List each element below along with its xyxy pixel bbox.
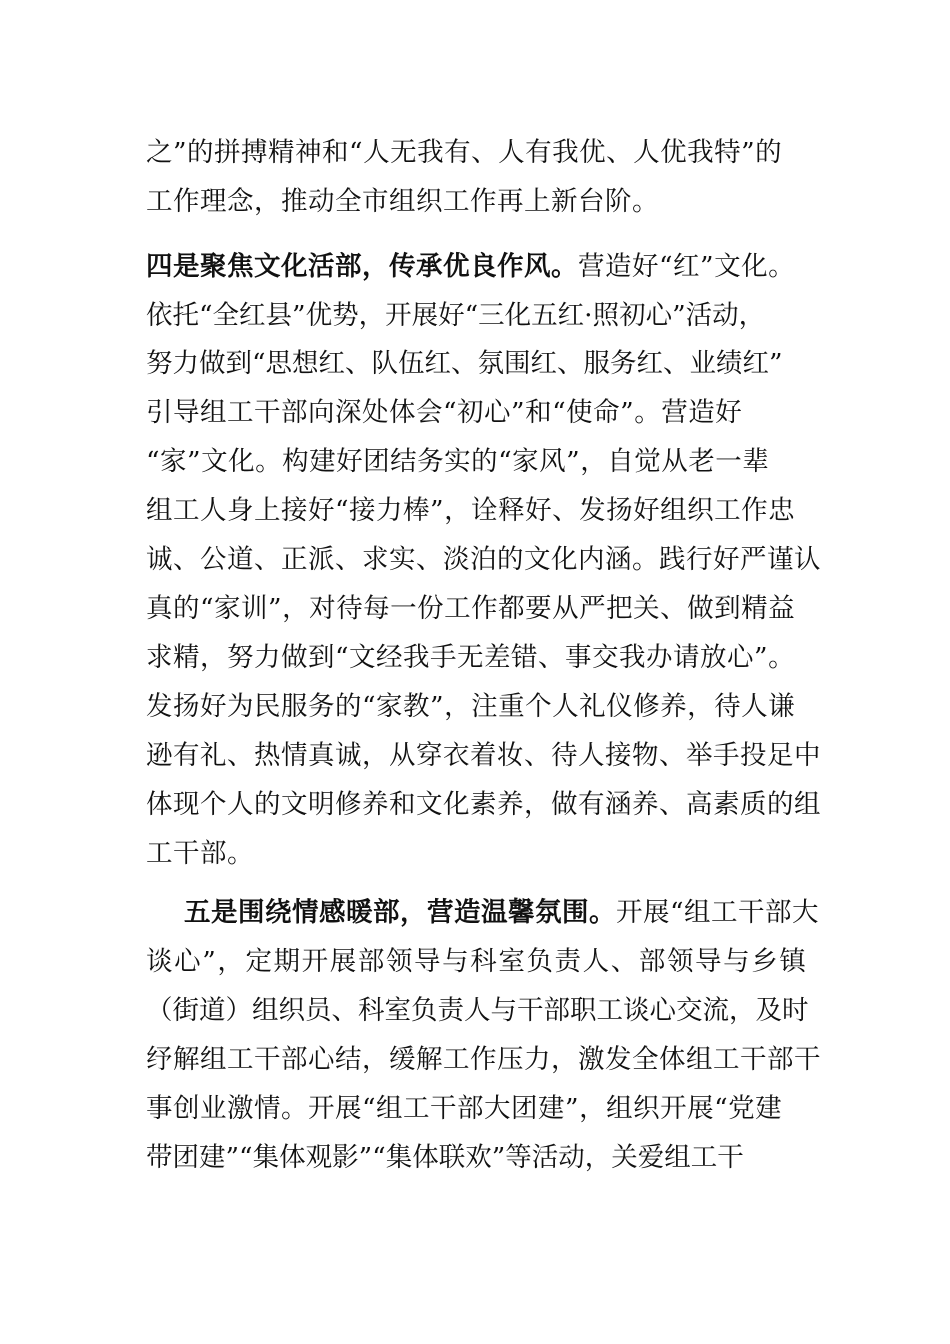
text-line <box>146 994 836 1028</box>
line-text: 事创业激情。开展“组工干部大团建”，组织开展“党建 <box>146 1093 783 1124</box>
text-line <box>146 690 836 724</box>
line-text: 组工人身上接好“接力棒”，诠释好、发扬好组织工作忠 <box>146 495 796 526</box>
text-line <box>146 592 836 626</box>
line-text: 诚、公道、正派、求实、淡泊的文化内涵。践行好严谨认 <box>146 544 821 575</box>
line-text: （街道）组织员、科室负责人与干部职工谈心交流，及时 <box>146 995 809 1026</box>
line-text: 体现个人的文明修养和文化素养，做有涵养、高素质的组 <box>146 789 821 820</box>
text-line <box>146 445 836 479</box>
text-line <box>146 788 836 822</box>
line-text: 带团建”“集体观影”“集体联欢”等活动，关爱组工干 <box>146 1142 744 1173</box>
text-line <box>146 494 836 528</box>
text-line <box>146 185 836 219</box>
line-text: “家”文化。构建好团结务实的“家风”，自觉从老一辈 <box>146 446 770 477</box>
line-text: 谈心”，定期开展部领导与科室负责人、部领导与乡镇 <box>146 946 808 977</box>
line-text: 之”的拼搏精神和“人无我有、人有我优、人优我特”的 <box>146 137 783 168</box>
text-line <box>146 299 836 333</box>
line-text: 逊有礼、热情真诚，从穿衣着妆、待人接物、举手投足中 <box>146 740 821 771</box>
line-text: 真的“家训”，对待每一份工作都要从严把关、做到精益 <box>146 593 796 624</box>
text-line <box>146 543 836 577</box>
text-line <box>146 1043 836 1077</box>
line-text: 依托“全红县”优势，开展好“三化五红·照初心”活动， <box>146 300 766 331</box>
line-text: 努力做到“思想红、队伍红、氛围红、服务红、业绩红” <box>146 348 783 379</box>
text-line <box>146 1092 836 1126</box>
text-line <box>146 739 836 773</box>
text-line <box>146 1141 836 1175</box>
line-text: 纾解组工干部心结，缓解工作压力，激发全体组工干部干 <box>146 1044 821 1075</box>
text-line <box>146 945 836 979</box>
text-line <box>146 347 836 381</box>
line-text: 营造好“红”文化。 <box>578 251 796 282</box>
line-text: 工干部。 <box>146 838 254 869</box>
line-text: 开展“组工干部大 <box>616 897 820 928</box>
text-line <box>146 396 836 430</box>
line-text: 求精，努力做到“文经我手无差错、事交我办请放心”。 <box>146 642 796 673</box>
text-line <box>146 136 836 170</box>
line-text: 引导组工干部向深处体会“初心”和“使命”。营造好 <box>146 397 743 428</box>
line-text: 工作理念，推动全市组织工作再上新台阶。 <box>146 186 659 217</box>
section-heading: 四是聚焦文化活部，传承优良作风。 <box>146 251 578 282</box>
line-text: 发扬好为民服务的“家教”，注重个人礼仪修养，待人谦 <box>146 691 796 722</box>
section-four-first-line <box>146 250 836 284</box>
text-line <box>146 837 836 871</box>
section-five-first-line <box>184 896 836 930</box>
section-heading: 五是围绕情感暖部，营造温馨氛围。 <box>184 897 616 928</box>
text-line <box>146 641 836 675</box>
